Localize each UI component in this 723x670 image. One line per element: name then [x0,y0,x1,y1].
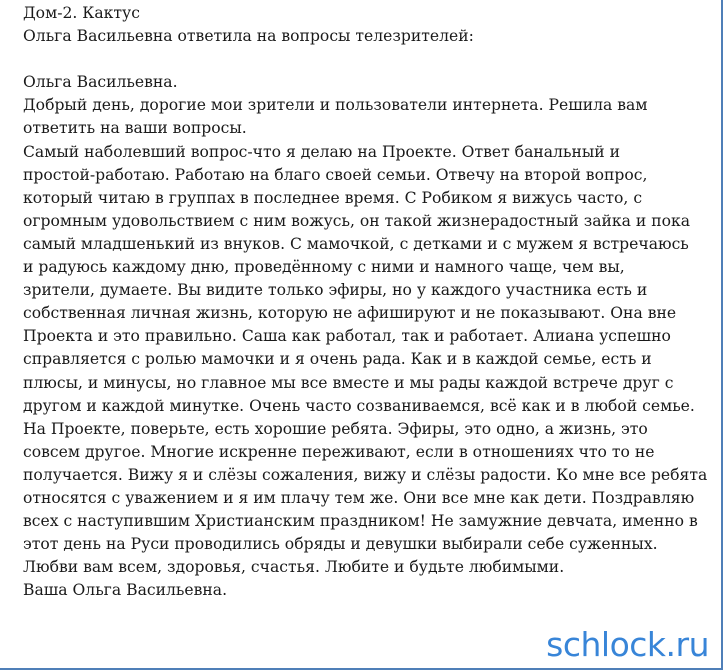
text-line: Самый наболевший вопрос-что я делаю на Проекте. Ответ банальный и [23,142,620,161]
site-watermark: schlock.ru [546,625,709,664]
text-line: собственная личная жизнь, которую не афишируют и не показывают. Она вне [23,304,677,323]
text-line: Проекта и это правильно. Саша как работал, так и работает. Алиана успешно [23,327,671,346]
text-line: этот день на Руси проводились обряды и девушки выбирали себе суженных. [23,535,658,554]
text-line: относятся с уважением и я им плачу тем же. Они все мне как дети. Поздравляю [23,488,695,507]
text-line: Добрый день, дорогие мои зрители и пользователи интернета. Решила вам [23,96,648,115]
text-line: всех с наступившим Христианским праздником! Не замужние девчата, именно в [23,512,698,531]
text-line: На Проекте, поверьте, есть хорошие ребята. Эфиры, это одно, а жизнь, это [23,419,648,438]
text-line: Ольга Васильевна. [23,73,178,92]
blank-line [23,48,713,71]
text-line: получается. Вижу я и слёзы сожаления, вижу и слёзы радости. Ко мне все ребята [23,465,708,484]
document-text [23,2,713,602]
text-line: справляется с ролью мамочки и я очень рада. Как и в каждой семье, есть и [23,350,652,369]
document-subtitle: Ольга Васильевна ответила на вопросы телезрителей: [23,27,474,46]
text-line: зрители, думаете. Вы видите только эфиры, но у каждого участника есть и [23,281,648,300]
text-line: Ваша Ольга Васильевна. [23,581,228,600]
text-line: другом и каждой минутке. Очень часто созваниваемся, всё как и в любой семье. [23,396,695,415]
text-line: простой-работаю. Работаю на благо своей семьи. Отвечу на второй вопрос, [23,165,648,184]
text-line: и радуюсь каждому дню, проведённому с ними и намного чаще, чем вы, [23,258,625,277]
document-title: Дом-2. Кактус [23,4,140,22]
text-line: плюсы, и минусы, но главное мы все вместе и мы рады каждой встрече друг с [23,373,674,392]
text-line: огромным удовольствием с ним вожусь, он такой жизнерадостный зайка и пока [23,211,691,230]
text-line: самый младшенький из внуков. С мамочкой, с детками и с мужем я встречаюсь [23,234,689,253]
text-line: Любви вам всем, здоровья, счастья. Любите и будьте любимыми. [23,558,565,577]
text-line: который читаю в группах в последнее время. С Робиком я вижусь часто, с [23,188,643,207]
text-line: совсем другое. Многие искренне переживают, если в отношениях что то не [23,442,655,461]
text-line: ответить на ваши вопросы. [23,119,247,138]
